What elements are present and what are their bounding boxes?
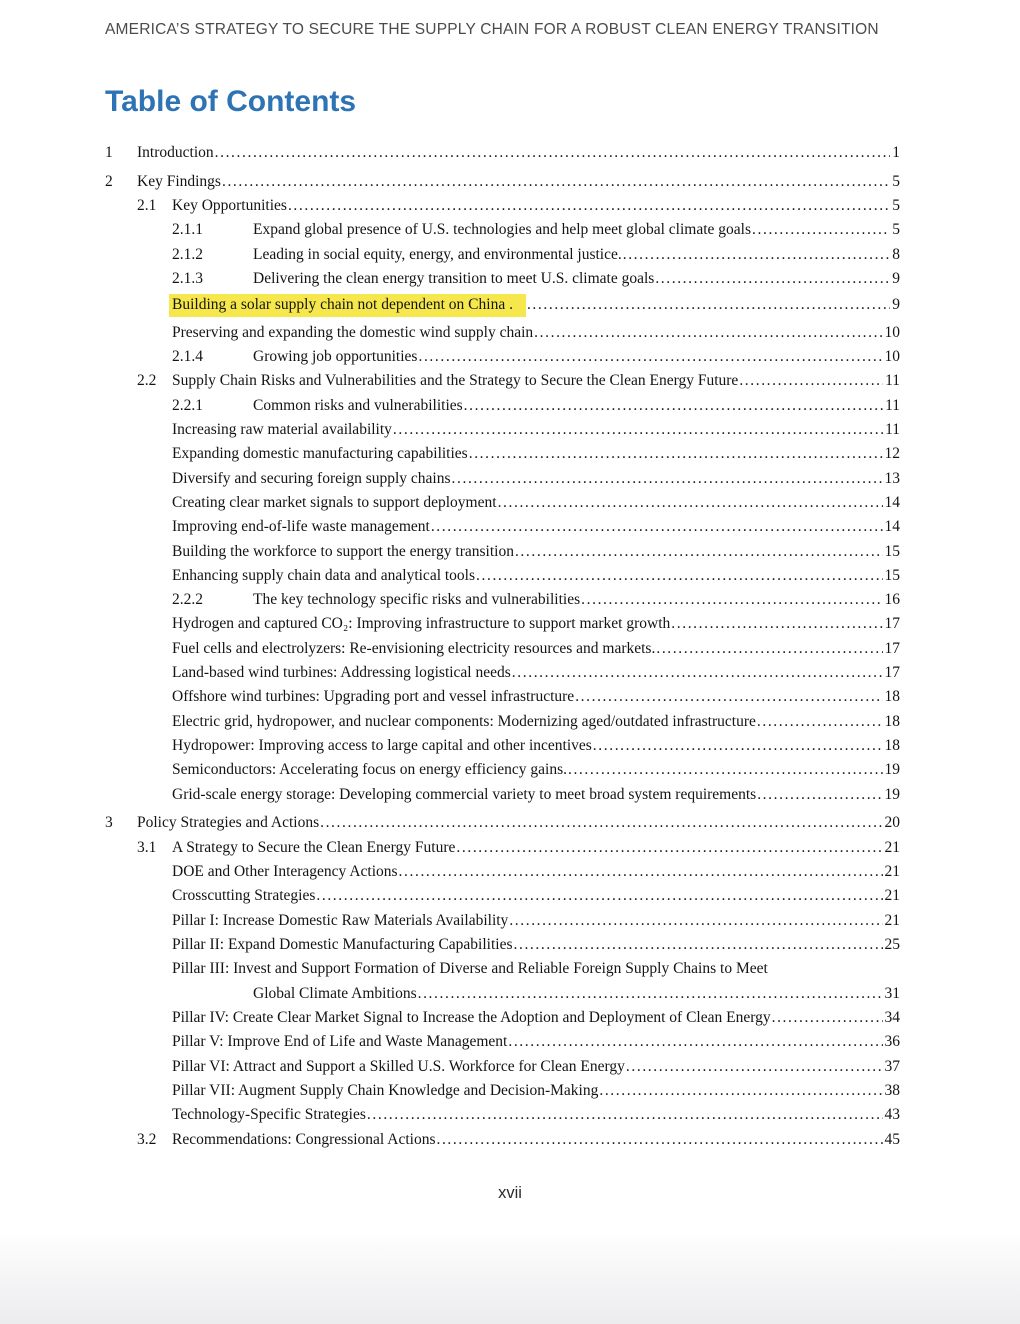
toc-entry-title: Grid-scale energy storage: Developing commercial variety to meet broad system requirements xyxy=(172,785,757,803)
toc-entry-number: 3 xyxy=(105,814,113,832)
toc-entry-title: Pillar III: Invest and Support Formation of Diverse and Reliable Foreign Supply Chains to Meet xyxy=(172,960,768,978)
toc-entry xyxy=(105,543,900,561)
toc-entry xyxy=(105,786,900,804)
toc-entry-title: Policy Strategies and Actions xyxy=(137,814,320,832)
toc-entry-number: 2.1.2 xyxy=(172,245,203,263)
toc-entry xyxy=(105,421,900,439)
dot-leader xyxy=(575,688,882,706)
toc-entry-title: Common risks and vulnerabilities xyxy=(253,396,463,414)
dot-leader xyxy=(514,936,883,954)
toc-entry xyxy=(105,372,900,390)
toc-entry-page: 19 xyxy=(884,761,900,779)
toc-entry-page: 8 xyxy=(892,245,900,263)
toc-entry-page: 16 xyxy=(884,591,900,609)
dot-leader xyxy=(508,1033,882,1051)
toc-entry-page: 18 xyxy=(884,737,900,754)
toc-entry-title: Expand global presence of U.S. technologies and help meet global climate goals xyxy=(253,221,752,239)
toc-entry xyxy=(105,494,900,512)
toc-entry xyxy=(105,221,900,239)
dot-leader xyxy=(757,786,882,804)
dot-leader xyxy=(320,814,882,832)
toc-entry-page: 11 xyxy=(885,372,900,390)
dot-leader xyxy=(752,221,890,239)
toc-entry xyxy=(105,688,900,706)
toc-entry-title: Land-based wind turbines: Addressing logistical needs xyxy=(172,664,511,682)
toc-entry-number: 2.2 xyxy=(137,372,157,390)
dot-leader xyxy=(568,761,883,779)
dot-leader xyxy=(512,664,883,682)
toc-entry-title: Expanding domestic manufacturing capabilities xyxy=(172,445,468,463)
dot-leader xyxy=(399,863,883,881)
toc-entry-title-highlighted: Building a solar supply chain not dependent on China . xyxy=(169,294,526,317)
toc-entry xyxy=(105,839,900,857)
toc-entry xyxy=(105,761,900,779)
toc-entry-page: 5 xyxy=(892,221,900,239)
toc-entry-page: 37 xyxy=(884,1057,900,1075)
toc-entry-title: Preserving and expanding the domestic wind supply chain xyxy=(172,323,534,341)
toc-entry-title: Growing job opportunities xyxy=(253,348,418,365)
toc-entry xyxy=(105,664,900,682)
toc-entry xyxy=(105,324,900,342)
toc-entry xyxy=(105,1009,900,1027)
toc-entry-page: 31 xyxy=(884,984,900,1002)
toc-entry-page: 18 xyxy=(884,688,900,706)
toc-entry-title: Key Findings xyxy=(137,172,221,190)
toc-entry-page: 21 xyxy=(884,887,900,905)
toc-entry-title: A Strategy to Secure the Clean Energy Future xyxy=(172,838,456,856)
toc-entry-page: 17 xyxy=(884,664,900,682)
toc-entry xyxy=(105,270,900,288)
toc-entry-page: 34 xyxy=(884,1008,900,1026)
toc-entry-number: 1 xyxy=(105,144,113,161)
toc-entry xyxy=(105,1082,900,1100)
toc-entry-page: 12 xyxy=(884,445,900,463)
dot-leader xyxy=(469,445,883,463)
toc-entry xyxy=(105,1106,900,1124)
toc-entry xyxy=(105,985,900,1003)
toc-entry xyxy=(105,173,900,191)
dot-leader xyxy=(418,348,882,366)
dot-leader xyxy=(757,713,883,731)
toc-entry-number: 2.1.4 xyxy=(172,348,203,365)
toc-entry-title: Diversify and securing foreign supply chains xyxy=(172,469,451,487)
toc-entry-title: DOE and Other Interagency Actions xyxy=(172,863,398,881)
toc-entry-page: 45 xyxy=(884,1130,900,1148)
toc-entry-page: 9 xyxy=(892,270,900,288)
toc-entry xyxy=(105,591,900,609)
toc-entry-page: 11 xyxy=(885,420,900,438)
toc-entry xyxy=(105,1033,900,1051)
toc-entry-page: 11 xyxy=(885,396,900,414)
toc-entry xyxy=(105,197,900,215)
toc-entry-title: Introduction xyxy=(137,144,214,161)
toc-entry-title: Hydrogen and captured CO₂: Improving infrastructure to support market growth xyxy=(172,615,671,633)
toc-entry-number: 2.1.3 xyxy=(172,270,203,288)
toc-entry-page: 14 xyxy=(884,518,900,536)
toc-entry-page: 17 xyxy=(884,615,900,633)
toc-entry xyxy=(105,887,900,905)
toc-entry xyxy=(105,397,900,415)
dot-leader xyxy=(367,1106,883,1124)
toc-entry xyxy=(105,936,900,954)
toc-entry-page: 10 xyxy=(884,348,900,365)
toc-entry-page: 5 xyxy=(892,172,900,190)
running-header: AMERICA’S STRATEGY TO SECURE THE SUPPLY CHAIN FOR A ROBUST CLEAN ENERGY TRANSITION xyxy=(105,21,879,38)
toc-entry-title: Leading in social equity, energy, and environmental justice. xyxy=(253,245,622,263)
dot-leader xyxy=(288,197,890,215)
toc-entry-title: The key technology specific risks and vulnerabilities xyxy=(253,591,581,609)
toc-entry-title: Pillar VI: Attract and Support a Skilled U.S. Workforce for Clean Energy xyxy=(172,1057,625,1075)
toc-entry-title: Pillar IV: Create Clear Market Signal to Increase the Adoption and Deployment of Clean Energy xyxy=(172,1008,771,1026)
dot-leader xyxy=(393,421,883,439)
toc-entry-page: 1 xyxy=(892,144,900,161)
dot-leader xyxy=(498,494,883,512)
toc-entry xyxy=(105,518,900,536)
toc-entry xyxy=(105,1131,900,1149)
page-title: Table of Contents xyxy=(105,85,357,118)
toc-entry-title: Delivering the clean energy transition to meet U.S. climate goals xyxy=(253,270,655,288)
toc-entry xyxy=(105,144,900,162)
toc-entry xyxy=(105,640,900,658)
toc-entry-title: Improving end-of-life waste management xyxy=(172,518,430,536)
toc-entry-page: 21 xyxy=(884,863,900,881)
toc-entry xyxy=(105,960,900,978)
toc-entry xyxy=(105,814,900,832)
dot-leader xyxy=(436,1131,882,1149)
dot-leader xyxy=(464,397,883,415)
table-of-contents xyxy=(105,144,900,1148)
dot-leader xyxy=(515,543,883,561)
toc-entry xyxy=(105,348,900,366)
dot-leader xyxy=(626,1058,883,1076)
toc-entry-page: 15 xyxy=(884,566,900,584)
toc-entry-title: Key Opportunities xyxy=(172,197,287,215)
toc-entry xyxy=(105,445,900,463)
dot-leader xyxy=(452,470,883,488)
dot-leader xyxy=(418,985,883,1003)
dot-leader xyxy=(581,591,882,609)
toc-entry-number: 2.1.1 xyxy=(172,221,203,239)
toc-entry xyxy=(105,737,900,755)
dot-leader xyxy=(656,640,882,658)
toc-entry-title: Recommendations: Congressional Actions xyxy=(172,1130,436,1148)
toc-entry-title: Fuel cells and electrolyzers: Re-envisioning electricity resources and markets. xyxy=(172,639,656,657)
toc-entry-number: 3.1 xyxy=(137,838,157,856)
toc-entry xyxy=(105,567,900,585)
toc-entry-title: Pillar I: Increase Domestic Raw Materials Availability xyxy=(172,911,509,929)
toc-entry-title: Creating clear market signals to support deployment xyxy=(172,493,497,511)
dot-leader xyxy=(316,887,882,905)
toc-entry xyxy=(105,470,900,488)
toc-entry-page: 18 xyxy=(884,712,900,730)
toc-entry-page: 25 xyxy=(884,936,900,953)
toc-entry xyxy=(105,713,900,731)
footer-page-number: xvii xyxy=(498,1184,522,1203)
toc-entry-title: Crosscutting Strategies xyxy=(172,887,316,905)
toc-entry-page: 20 xyxy=(884,814,900,832)
dot-leader xyxy=(215,144,891,162)
dot-leader xyxy=(655,270,890,288)
toc-entry xyxy=(105,294,900,317)
toc-entry-title: Global Climate Ambitions xyxy=(253,984,417,1002)
dot-leader xyxy=(509,912,882,930)
toc-entry-page: 14 xyxy=(884,493,900,511)
toc-entry-page: 19 xyxy=(884,785,900,803)
toc-entry-number: 3.2 xyxy=(137,1130,157,1148)
dot-leader xyxy=(623,246,891,264)
toc-entry-page: 21 xyxy=(884,911,900,929)
toc-entry-number: 2.2.1 xyxy=(172,396,203,414)
toc-entry-title: Building the workforce to support the energy transition xyxy=(172,542,514,560)
dot-leader xyxy=(534,324,882,342)
dot-leader xyxy=(593,737,883,755)
dot-leader xyxy=(476,567,882,585)
dot-leader xyxy=(599,1082,882,1100)
dot-leader xyxy=(772,1009,883,1027)
toc-entry-page: 5 xyxy=(892,197,900,215)
toc-entry-title: Pillar II: Expand Domestic Manufacturing Capabilities xyxy=(172,936,513,953)
toc-entry-page: 10 xyxy=(884,323,900,341)
toc-entry-page: 15 xyxy=(884,542,900,560)
toc-entry-title: Pillar V: Improve End of Life and Waste Management xyxy=(172,1033,508,1051)
toc-entry-title: Hydropower: Improving access to large capital and other incentives xyxy=(172,737,592,754)
toc-entry-page: 36 xyxy=(884,1033,900,1051)
toc-entry xyxy=(105,1058,900,1076)
toc-entry-number: 2 xyxy=(105,172,113,190)
toc-entry-title: Enhancing supply chain data and analytical tools xyxy=(172,566,476,584)
toc-entry-title: Technology-Specific Strategies xyxy=(172,1106,366,1124)
toc-entry-page: 13 xyxy=(884,469,900,487)
toc-entry-title: Pillar VII: Augment Supply Chain Knowledge and Decision-Making xyxy=(172,1081,599,1099)
toc-entry xyxy=(105,863,900,881)
dot-leader xyxy=(527,296,890,314)
toc-entry-title: Increasing raw material availability xyxy=(172,420,392,438)
toc-entry xyxy=(105,615,900,633)
dot-leader xyxy=(456,839,882,857)
toc-entry-page: 9 xyxy=(892,296,900,314)
toc-entry-page: 17 xyxy=(884,639,900,657)
dot-leader xyxy=(671,615,882,633)
toc-entry-title: Semiconductors: Accelerating focus on energy efficiency gains. xyxy=(172,761,567,779)
toc-entry-title: Offshore wind turbines: Upgrading port and vessel infrastructure xyxy=(172,688,575,706)
toc-entry xyxy=(105,912,900,930)
dot-leader xyxy=(431,518,883,536)
toc-entry-page: 38 xyxy=(884,1081,900,1099)
toc-entry-number: 2.1 xyxy=(137,197,157,215)
toc-entry-page: 43 xyxy=(884,1106,900,1124)
toc-entry-page: 21 xyxy=(884,838,900,856)
toc-entry-number: 2.2.2 xyxy=(172,591,203,609)
toc-entry-title: Electric grid, hydropower, and nuclear components: Modernizing aged/outdated infrastructure xyxy=(172,712,756,730)
toc-entry xyxy=(105,246,900,264)
dot-leader xyxy=(739,372,883,390)
toc-entry-title: Supply Chain Risks and Vulnerabilities and the Strategy to Secure the Clean Energy Future xyxy=(172,372,739,390)
dot-leader xyxy=(222,173,890,191)
